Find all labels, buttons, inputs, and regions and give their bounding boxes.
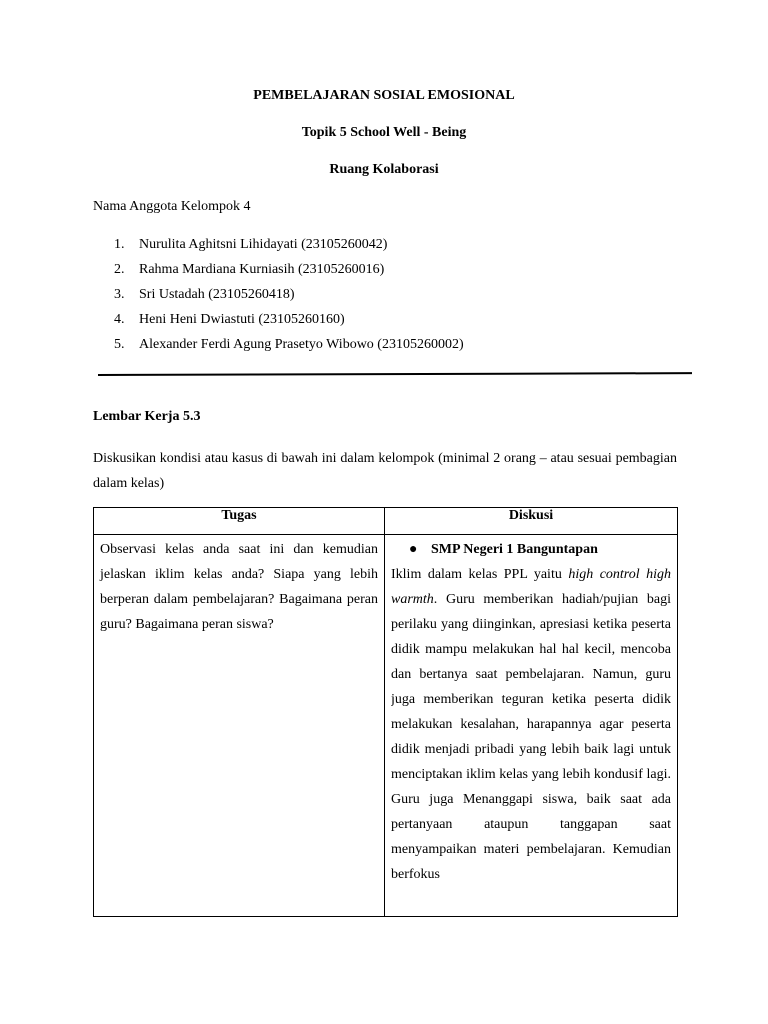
discussion-cell — [385, 535, 678, 917]
list-item — [93, 284, 464, 309]
document-title: PEMBELAJARAN SOSIAL EMOSIONAL — [253, 88, 515, 103]
task-text: Observasi kelas anda saat ini dan kemudian jelaskan iklim kelas anda? Siapa yang lebih berperan dalam pembelajaran? Bagaimana peran guru? Bagaimana peran siswa? — [100, 542, 378, 632]
table-header-row — [94, 508, 678, 535]
discussion-text — [391, 562, 671, 912]
member-name: Nurulita Aghitsni Lihidayati (23105260042) — [139, 237, 388, 252]
member-name: Rahma Mardiana Kurniasih (23105260016) — [139, 262, 385, 277]
member-list — [93, 234, 464, 359]
list-number: 4. — [114, 312, 125, 327]
table-header-diskusi: Diskusi — [385, 508, 678, 535]
table-row — [94, 535, 678, 917]
list-item — [93, 234, 464, 259]
member-name: Sri Ustadah (23105260418) — [139, 287, 295, 302]
bullet-icon: ● — [409, 542, 418, 557]
list-item — [93, 309, 464, 334]
horizontal-divider — [98, 372, 692, 376]
section-title: Ruang Kolaborasi — [329, 162, 439, 177]
list-number: 1. — [114, 237, 125, 252]
list-number: 2. — [114, 262, 125, 277]
list-item — [93, 259, 464, 284]
list-number: 5. — [114, 337, 125, 352]
school-heading — [391, 537, 671, 562]
topic-title: Topik 5 School Well - Being — [301, 125, 467, 140]
worksheet-title: Lembar Kerja 5.3 — [93, 409, 201, 424]
discussion-emphasis: high control high warmth — [391, 567, 671, 607]
worksheet-instruction: Diskusikan kondisi atau kasus di bawah ini dalam kelompok (minimal 2 orang – atau sesuai pembagian dalam kelas) — [93, 451, 677, 491]
list-number: 3. — [114, 287, 125, 302]
table-header-tugas: Tugas — [94, 508, 385, 535]
member-name: Heni Heni Dwiastuti (23105260160) — [139, 312, 345, 327]
worksheet-table — [93, 507, 678, 917]
discussion-body: . Guru memberikan hadiah/pujian bagi perilaku yang diinginkan, apresiasi ketika peserta didik mampu melakukan hal hal kecil, mencoba dan bertanya saat pembelajaran. Namun, guru juga memberikan teguran ketika peserta didik melakukan kesalahan, harapannya agar peserta didik menjadi pribadi yang lebih baik lagi untuk menciptakan iklim kelas yang lebih kondusif lagi. Guru juga Menanggapi siswa, baik saat ada pertanyaan ataupun tanggapan saat menyampaikan materi pembelajaran. Kemudian berfokus — [391, 592, 671, 882]
list-item — [93, 334, 464, 359]
task-cell — [94, 535, 385, 917]
group-label: Nama Anggota Kelompok 4 — [93, 199, 251, 214]
school-name: SMP Negeri 1 Banguntapan — [431, 542, 598, 557]
discussion-intro: Iklim dalam kelas PPL yaitu — [391, 567, 569, 582]
member-name: Alexander Ferdi Agung Prasetyo Wibowo (23105260002) — [139, 337, 464, 352]
